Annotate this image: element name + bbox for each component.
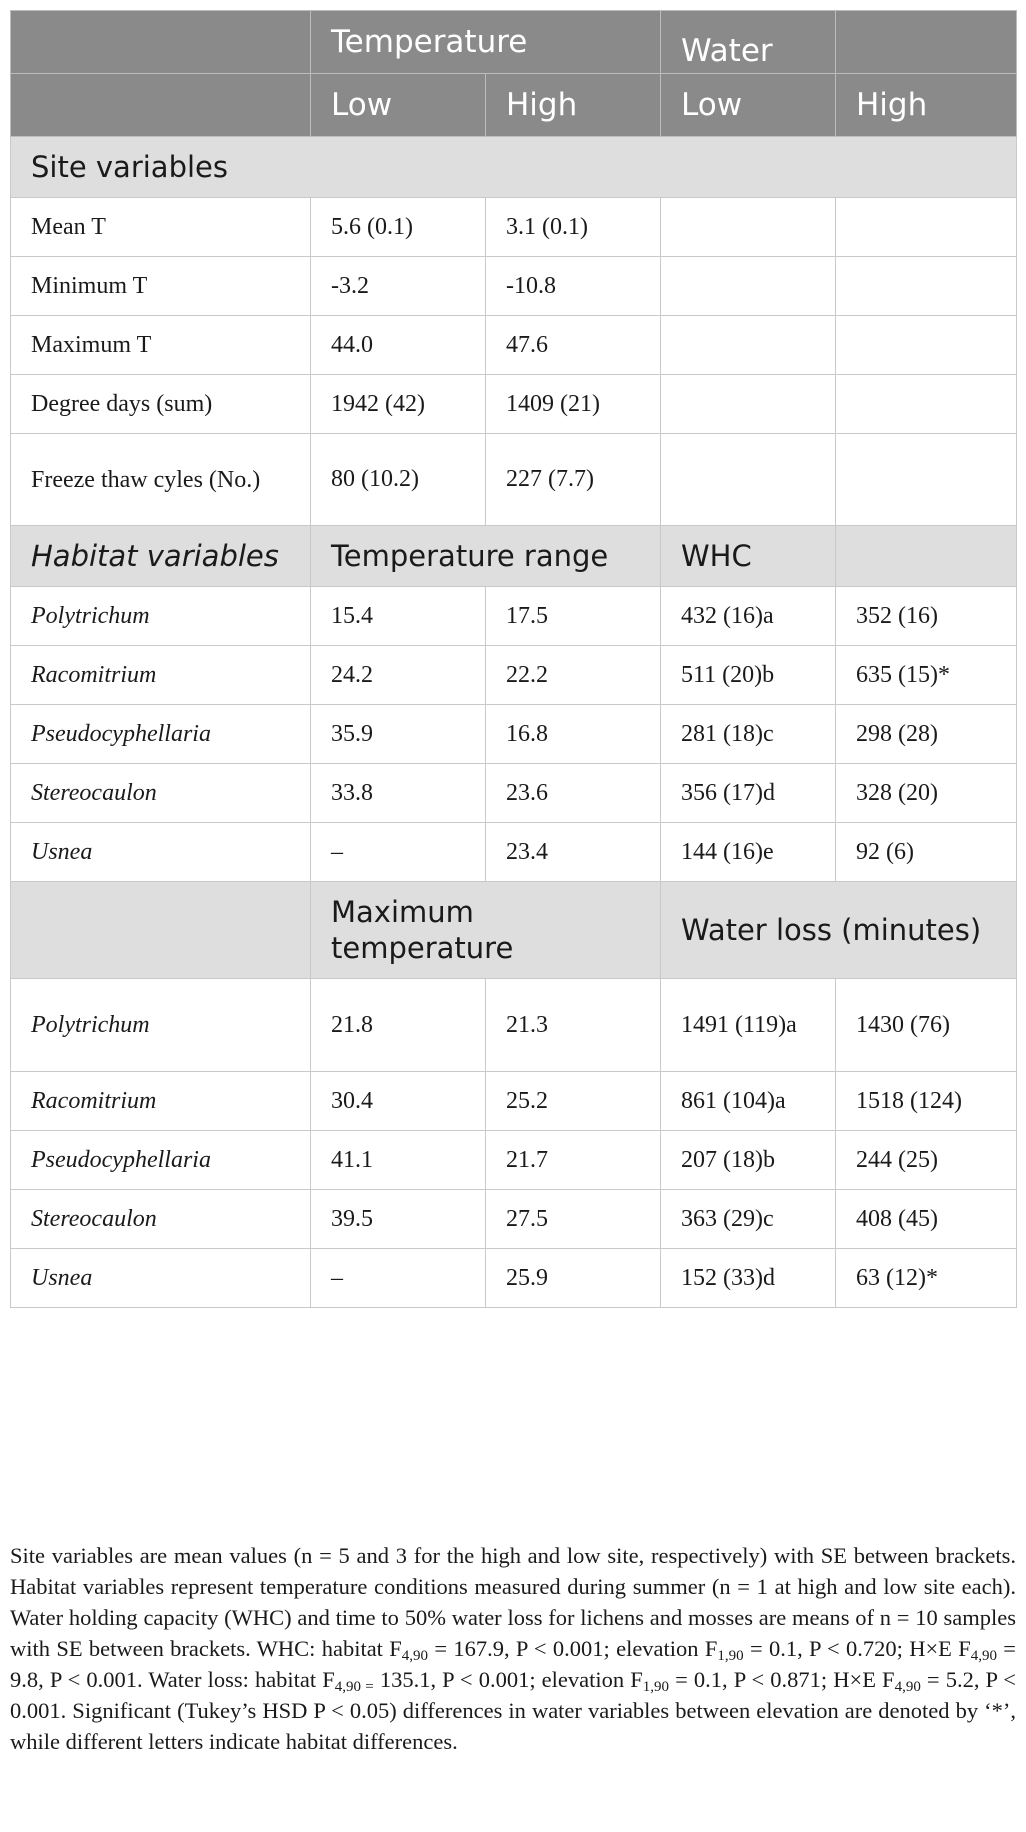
cell-water-high: 1430 (76)	[836, 979, 1017, 1072]
cell-temp-high: 23.4	[486, 823, 661, 882]
cell-temp-low: 33.8	[311, 764, 486, 823]
header-empty	[11, 11, 311, 74]
table-wrapper	[10, 10, 1016, 1308]
row-label: Polytrichum	[11, 979, 311, 1072]
cell-temp-high: 17.5	[486, 587, 661, 646]
footnote-subscript: 1,90	[717, 1648, 744, 1664]
cell-temp-low: 21.8	[311, 979, 486, 1072]
table-row	[11, 823, 1017, 882]
cell-water-low: 356 (17)d	[661, 764, 836, 823]
footnote-text: = 167.9, P < 0.001; elevation F	[428, 1636, 718, 1661]
cell-water-high: 328 (20)	[836, 764, 1017, 823]
cell-temp-low: 35.9	[311, 705, 486, 764]
section-water-loss: Water loss (minutes)	[661, 882, 1017, 979]
table-row	[11, 705, 1017, 764]
cell-temp-high: -10.8	[486, 257, 661, 316]
cell-empty	[836, 434, 1017, 526]
cell-water-low: 152 (33)d	[661, 1249, 836, 1308]
footnote-subscript: 4,90	[401, 1648, 429, 1664]
row-label: Freeze thaw cyles (No.)	[11, 434, 311, 526]
cell-empty	[661, 257, 836, 316]
cell-temp-low: 5.6 (0.1)	[311, 198, 486, 257]
row-label: Polytrichum	[11, 587, 311, 646]
row-label: Stereocaulon	[11, 764, 311, 823]
header-row-bottom	[11, 74, 1017, 137]
cell-water-low: 1491 (119)a	[661, 979, 836, 1072]
table-row	[11, 1249, 1017, 1308]
footnote-text: = 9.8, P < 0.001. Water loss: habitat F	[10, 1636, 1016, 1692]
section-site-row	[11, 137, 1017, 198]
table-row	[11, 316, 1017, 375]
footnote-text: = 5.2, P < 0.001. Significant (Tukey’s HSD P < 0.05) differences in water variables between elevation are denoted by ‘*’, while different letters indicate habitat differences.	[10, 1667, 1016, 1754]
header-empty	[11, 74, 311, 137]
cell-temp-low: 15.4	[311, 587, 486, 646]
cell-water-high: 63 (12)*	[836, 1249, 1017, 1308]
footnote-subscript: 4,90	[894, 1679, 921, 1695]
header-low-temp: Low	[311, 74, 486, 137]
section-habitat-row	[11, 526, 1017, 587]
cell-water-high: 244 (25)	[836, 1131, 1017, 1190]
section-whc: WHC	[661, 526, 836, 587]
cell-temp-low: 39.5	[311, 1190, 486, 1249]
table-row	[11, 646, 1017, 705]
footnote-text: = 0.1, P < 0.720; H×E F	[743, 1636, 971, 1661]
cell-empty	[836, 316, 1017, 375]
cell-empty	[836, 257, 1017, 316]
footnote-text: Site variables are mean values (n = 5 and 3 for the high and low site, respectively) with SE between brackets. Habitat variables represent temperature conditions measured during summer (n = 1 at high and low site each). Water holding capacity (WHC) and time to 50% water loss for lichens and mosses are means of n = 10 samples with SE between brackets. WHC: habitat F	[10, 1543, 1016, 1661]
cell-empty	[661, 375, 836, 434]
table-row	[11, 587, 1017, 646]
cell-empty	[661, 434, 836, 526]
data-table	[10, 10, 1017, 1308]
row-label: Usnea	[11, 1249, 311, 1308]
row-label: Degree days (sum)	[11, 375, 311, 434]
cell-water-low: 363 (29)c	[661, 1190, 836, 1249]
table-footnote	[10, 1540, 1016, 1757]
cell-water-high: 408 (45)	[836, 1190, 1017, 1249]
row-label: Maximum T	[11, 316, 311, 375]
cell-temp-high: 21.3	[486, 979, 661, 1072]
cell-temp-high: 25.9	[486, 1249, 661, 1308]
table-row	[11, 434, 1017, 526]
cell-temp-low: 24.2	[311, 646, 486, 705]
header-low-water: Low	[661, 74, 836, 137]
cell-water-low: 144 (16)e	[661, 823, 836, 882]
cell-temp-high: 16.8	[486, 705, 661, 764]
cell-water-high: 298 (28)	[836, 705, 1017, 764]
row-label: Racomitrium	[11, 1072, 311, 1131]
cell-temp-high: 25.2	[486, 1072, 661, 1131]
cell-temp-low: –	[311, 823, 486, 882]
table-row	[11, 1131, 1017, 1190]
cell-empty	[836, 375, 1017, 434]
row-label: Minimum T	[11, 257, 311, 316]
header-water: Water	[661, 11, 836, 74]
cell-temp-high: 3.1 (0.1)	[486, 198, 661, 257]
header-row-top	[11, 11, 1017, 74]
cell-water-low: 861 (104)a	[661, 1072, 836, 1131]
cell-temp-low: 1942 (42)	[311, 375, 486, 434]
cell-water-low: 511 (20)b	[661, 646, 836, 705]
section-max-row	[11, 882, 1017, 979]
cell-water-low: 207 (18)b	[661, 1131, 836, 1190]
cell-temp-high: 47.6	[486, 316, 661, 375]
footnote-subscript: 4,90 =	[334, 1679, 374, 1695]
cell-empty	[836, 526, 1017, 587]
cell-water-low: 281 (18)c	[661, 705, 836, 764]
cell-empty	[11, 882, 311, 979]
footnote-subscript: 4,90	[970, 1648, 997, 1664]
header-high-water: High	[836, 74, 1017, 137]
header-high-temp: High	[486, 74, 661, 137]
cell-empty	[661, 198, 836, 257]
row-label: Pseudocyphellaria	[11, 1131, 311, 1190]
row-label: Pseudocyphellaria	[11, 705, 311, 764]
cell-temp-high: 23.6	[486, 764, 661, 823]
section-site-title: Site variables	[11, 137, 1017, 198]
cell-temp-low: 80 (10.2)	[311, 434, 486, 526]
cell-water-high: 92 (6)	[836, 823, 1017, 882]
cell-water-high: 635 (15)*	[836, 646, 1017, 705]
table-row	[11, 764, 1017, 823]
cell-empty	[836, 198, 1017, 257]
cell-water-high: 1518 (124)	[836, 1072, 1017, 1131]
table-row	[11, 198, 1017, 257]
section-temp-range: Temperature range	[311, 526, 661, 587]
cell-empty	[661, 316, 836, 375]
cell-temp-low: –	[311, 1249, 486, 1308]
cell-temp-high: 22.2	[486, 646, 661, 705]
header-temperature: Temperature	[311, 11, 661, 74]
table-row	[11, 1072, 1017, 1131]
table-row	[11, 257, 1017, 316]
footnote-text: 135.1, P < 0.001; elevation F	[373, 1667, 643, 1692]
table-row	[11, 375, 1017, 434]
cell-temp-high: 227 (7.7)	[486, 434, 661, 526]
row-label: Stereocaulon	[11, 1190, 311, 1249]
section-habitat-title: Habitat variables	[11, 526, 311, 587]
header-empty	[836, 11, 1017, 74]
row-label: Usnea	[11, 823, 311, 882]
table-row	[11, 979, 1017, 1072]
row-label: Mean T	[11, 198, 311, 257]
cell-temp-low: 44.0	[311, 316, 486, 375]
footnote-subscript: 1,90	[642, 1679, 670, 1695]
cell-temp-high: 21.7	[486, 1131, 661, 1190]
row-label: Racomitrium	[11, 646, 311, 705]
cell-water-low: 432 (16)a	[661, 587, 836, 646]
section-max-temp: Maximum temperature	[311, 882, 661, 979]
cell-temp-low: 41.1	[311, 1131, 486, 1190]
cell-temp-high: 27.5	[486, 1190, 661, 1249]
cell-temp-high: 1409 (21)	[486, 375, 661, 434]
cell-temp-low: -3.2	[311, 257, 486, 316]
cell-water-high: 352 (16)	[836, 587, 1017, 646]
table-row	[11, 1190, 1017, 1249]
cell-temp-low: 30.4	[311, 1072, 486, 1131]
footnote-text: = 0.1, P < 0.871; H×E F	[669, 1667, 895, 1692]
